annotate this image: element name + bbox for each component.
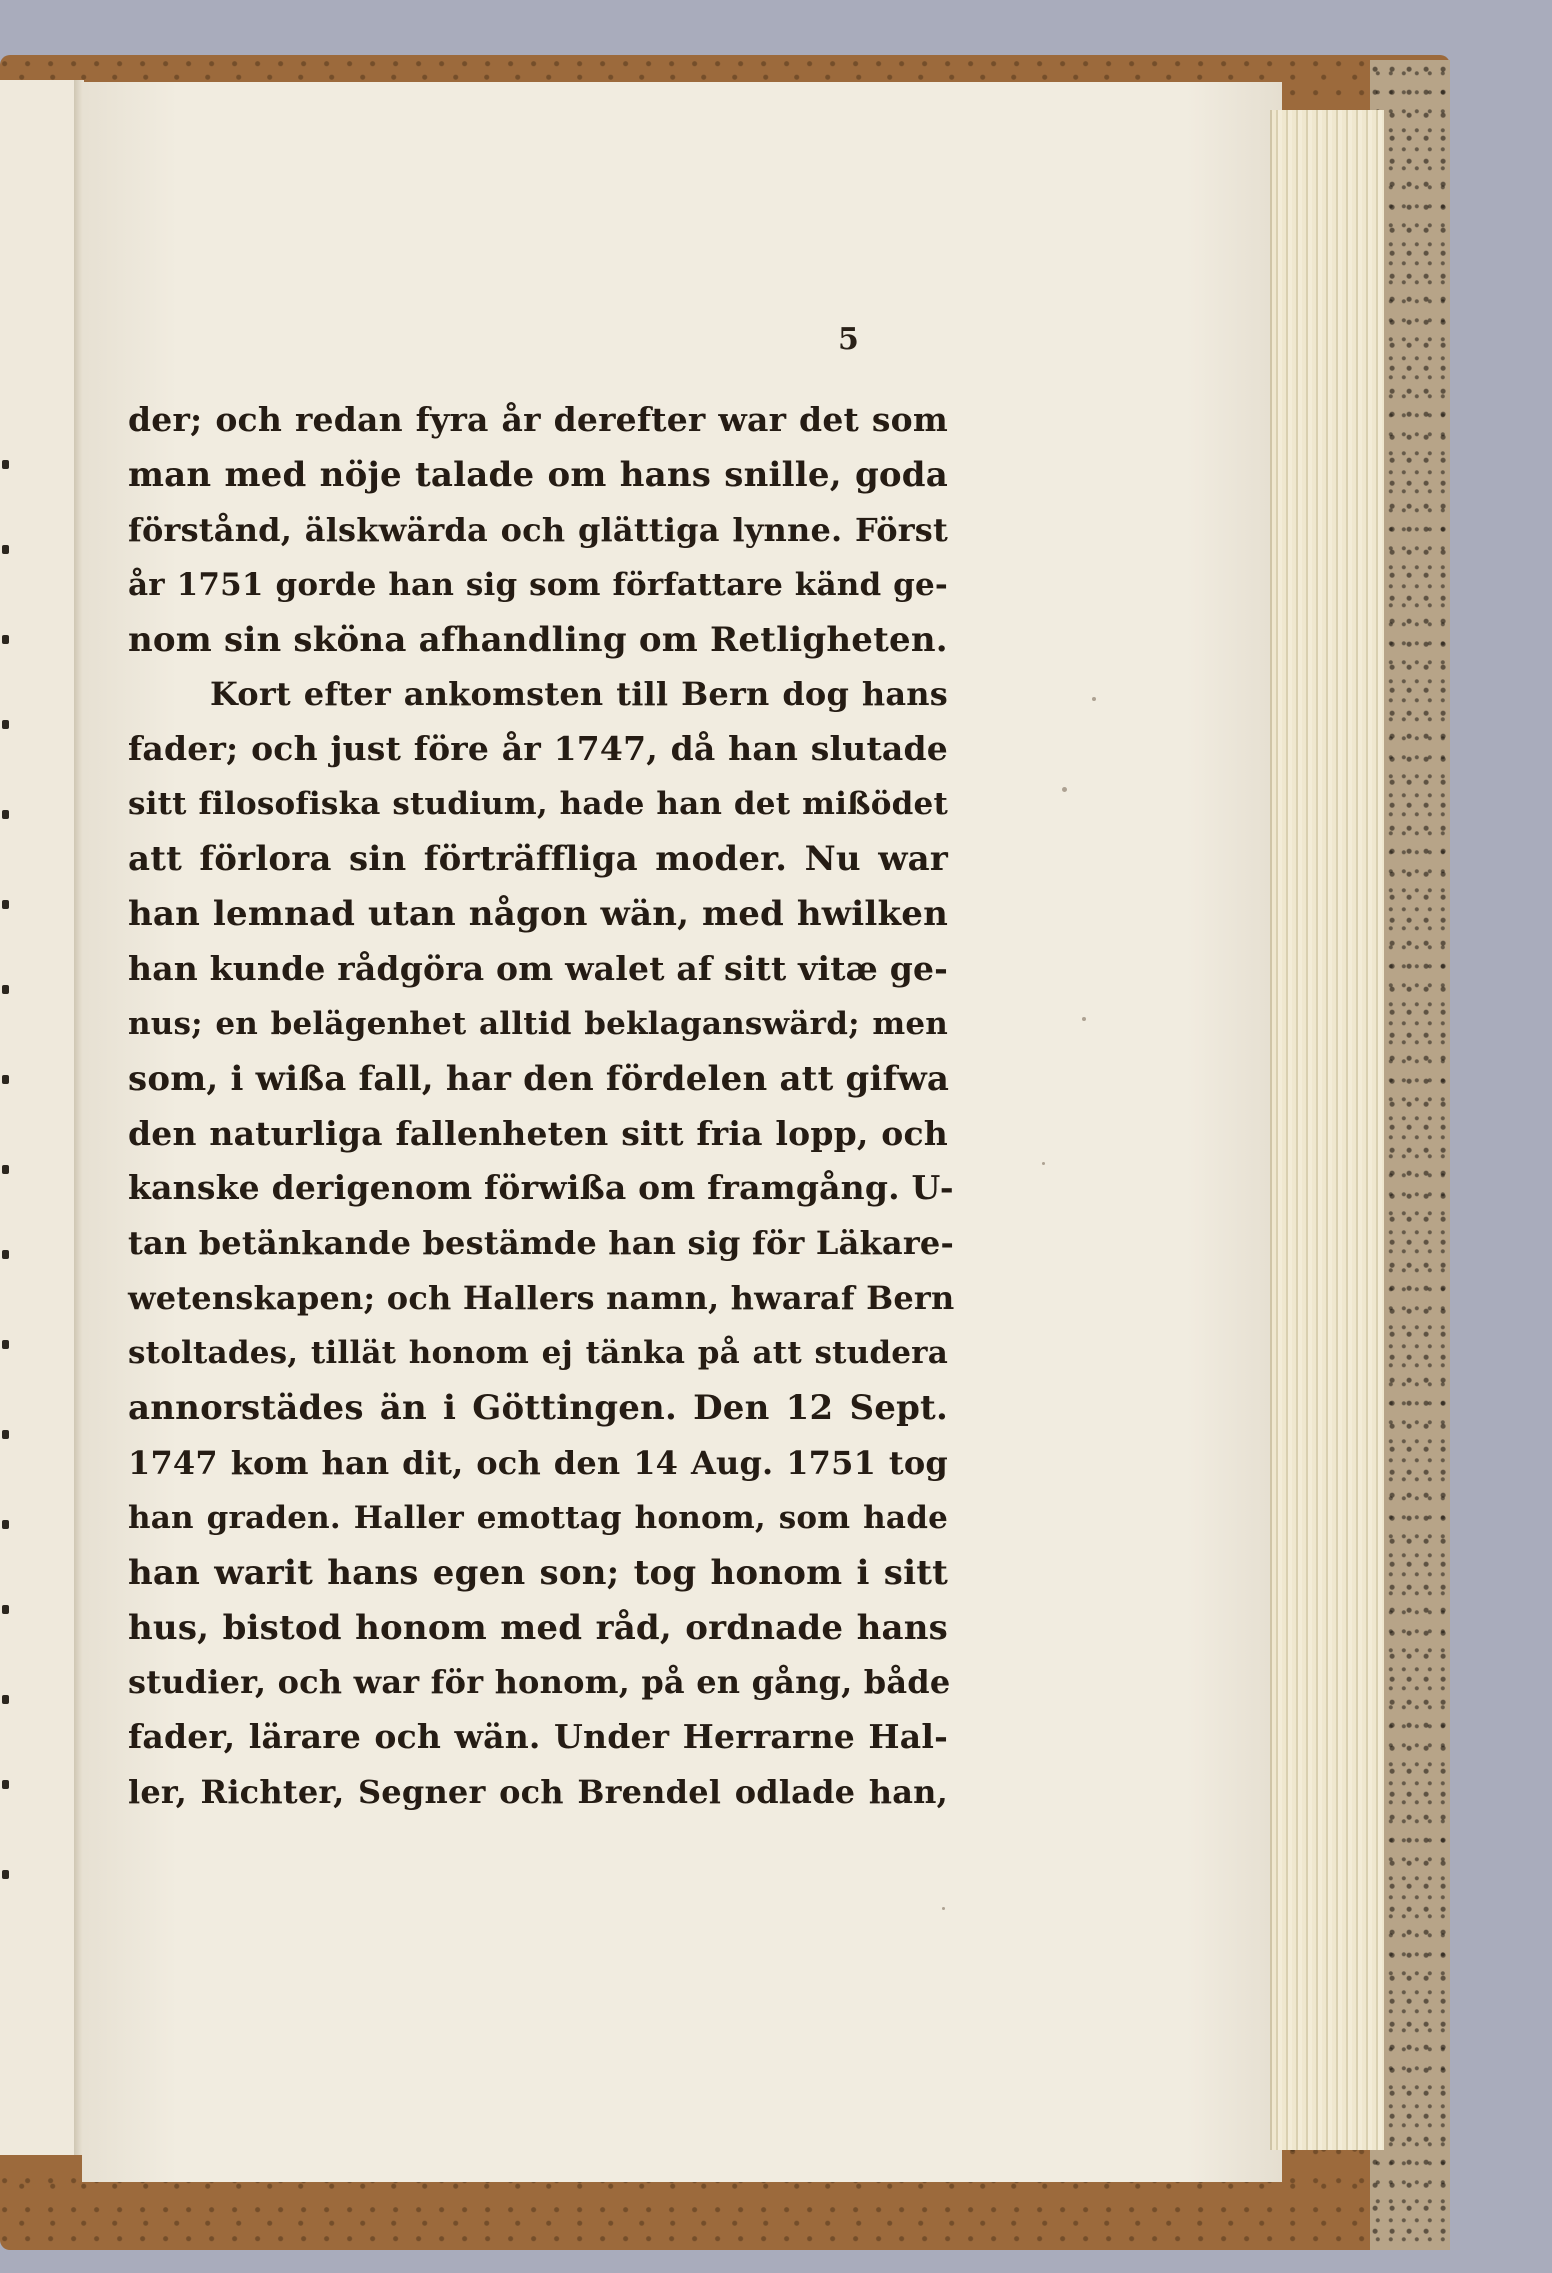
text-line: år 1751 gorde han sig som författare känd ge- [128,566,948,603]
text-line: han graden. Haller emottag honom, som hade [128,1499,948,1536]
left-page [0,80,76,2155]
text-line: förstånd, älskwärda och glättiga lynne. Först [128,510,948,549]
text-line: han warit hans egen son; tog honom i sitt [128,1552,948,1593]
text-line: hus, bistod honom med råd, ordnade hans [128,1607,948,1648]
text-line: wetenskapen; och Hallers namn, hwaraf Bern [128,1279,955,1318]
text-line: stoltades, tillät honom ej tänka på att studera [128,1335,948,1372]
text-line: 1747 kom han dit, och den 14 Aug. 1751 tog [128,1443,948,1482]
text-line: nom sin sköna afhandling om Retligheten. [128,619,948,660]
text-line: fader; och just före år 1747, då han slutade [128,729,948,769]
text-line: Kort efter ankomsten till Bern dog hans [210,675,948,714]
text-line: ler, Richter, Segner och Brendel odlade han, [128,1773,948,1812]
text-line: att förlora sin förträffliga moder. Nu war [128,839,948,880]
text-line: som, i wißa fall, har den fördelen att gifwa [128,1058,950,1099]
left-page-text-edge [2,80,18,2155]
text-line: nus; en belägenhet alltid beklaganswärd; men [128,1005,948,1042]
page-number: 5 [838,322,859,357]
text-line: studier, och war för honom, på en gång, både [128,1663,951,1702]
text-line: han kunde rådgöra om walet af sitt vitæ ge- [128,948,949,988]
text-line: han lemnad utan någon wän, med hwilken [128,894,948,935]
text-line: der; och redan fyra år derefter war det som [128,400,948,439]
text-line: kanske derigenom förwißa om framgång. U- [128,1168,954,1208]
text-line: annorstädes än i Göttingen. Den 12 Sept. [128,1388,948,1429]
page-block-edges [1270,110,1384,2150]
text-line: tan betänkande bestämde han sig för Läkare- [128,1224,954,1263]
text-line: fader, lärare och wän. Under Herrarne Hal- [128,1717,948,1757]
text-line: sitt filosofiska studium, hade han det mißödet [128,786,948,823]
body-text [128,393,955,1820]
text-line: man med nöje talade om hans snille, goda [128,454,948,495]
text-line: den naturliga fallenheten sitt fria lopp, och [128,1113,948,1153]
